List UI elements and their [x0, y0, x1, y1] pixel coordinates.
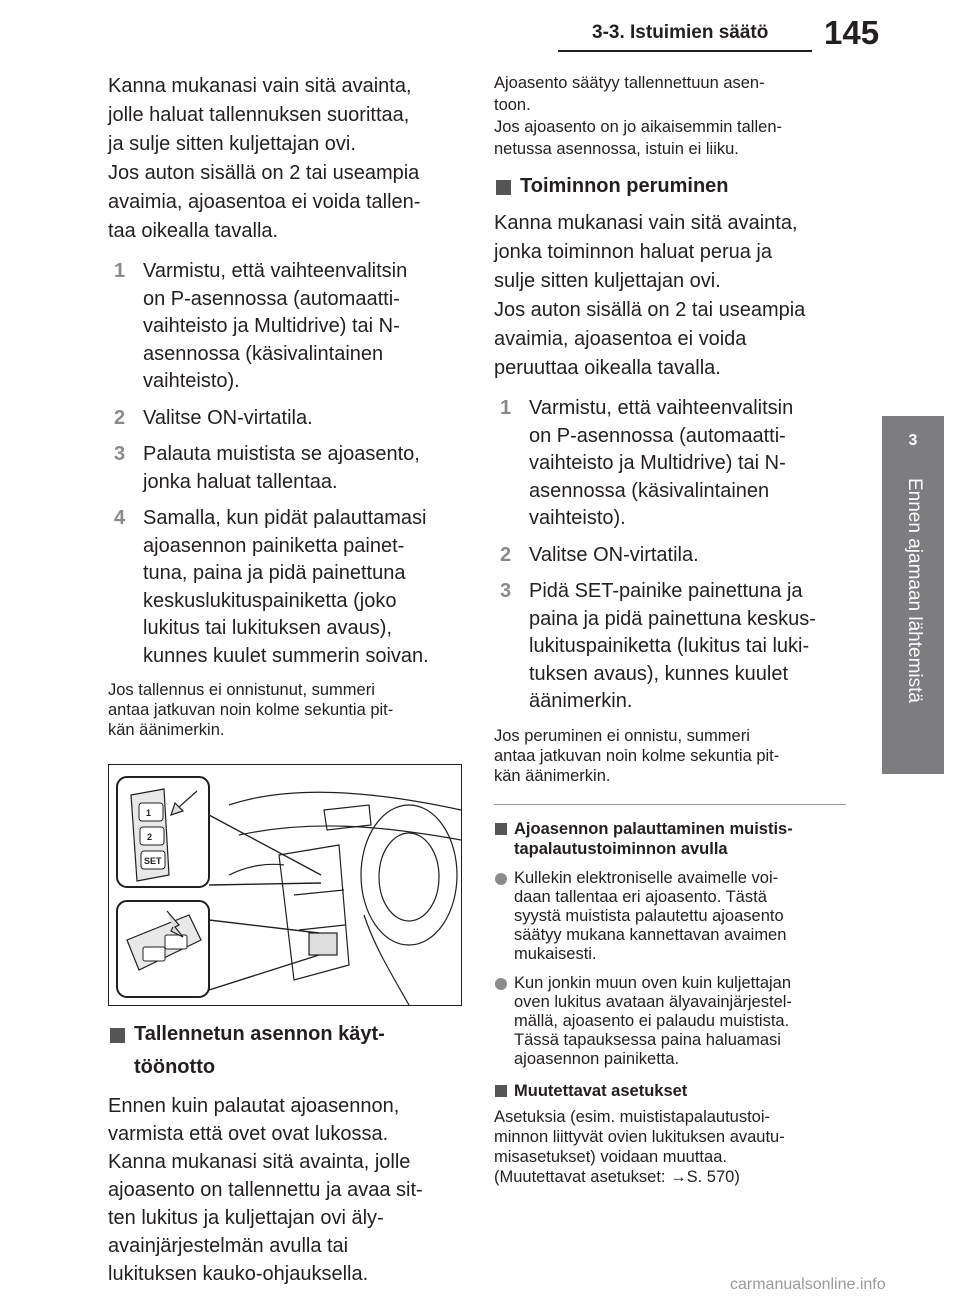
step-line: ajoasennon painiketta painet- [143, 534, 405, 557]
right-column [494, 72, 846, 1187]
heading-line: töönotto [134, 1056, 216, 1078]
text-line [494, 1167, 846, 1187]
bullet-line: syystä muistista palautettu ajoasento [514, 906, 784, 925]
top-note [494, 72, 846, 160]
section-title: 3-3. Istuimien säätö [592, 22, 769, 43]
step-line: Valitse ON-virtatila. [529, 543, 699, 566]
step-2 [108, 405, 468, 433]
step-line: paina ja pidä painettuna keskus- [529, 607, 816, 630]
step-line: asennossa (käsivalintainen [143, 342, 384, 365]
text-line: ten lukitus ja kuljettajan ovi äly- [108, 1207, 384, 1229]
note-line: kän äänimerkin. [108, 721, 225, 739]
step-line: tuna, paina ja pidä painettuna [143, 562, 406, 584]
lock-switch-inset [117, 901, 209, 997]
bullet-line: Kullekin elektroniselle avaimelle voi- [514, 868, 779, 887]
step-line: vaihteisto ja Multidrive) tai N- [143, 315, 400, 337]
step-3 [494, 578, 846, 716]
bullet-line: Kun jonkin muun oven kuin kuljettajan [514, 973, 792, 992]
heading-line: Tallennetun asennon käyt- [134, 1023, 385, 1045]
chapter-side-tab [882, 416, 944, 774]
text-line: minnon liittyvät ovien lukituksen avautu- [494, 1127, 785, 1146]
left-column [108, 72, 468, 1288]
reference-arrow-icon: → [670, 1167, 687, 1186]
step-line: Palauta muistista se ajoasento, [143, 443, 420, 465]
step-line: vaihteisto). [143, 370, 240, 392]
note-line: Jos tallennus ei onnistunut, summeri [108, 681, 375, 699]
text-line: peruuttaa oikealla tavalla. [494, 357, 721, 379]
note-line: kän äänimerkin. [494, 766, 611, 785]
bullet-line: mukaisesti. [514, 944, 597, 963]
step-line: lukituspainiketta (lukitus tai luki- [529, 635, 810, 657]
text-line: avaimia, ajoasentoa ei voida tallen- [108, 191, 421, 213]
step-line: vaihteisto). [529, 507, 626, 529]
bullet-line: ajoasennon painiketta. [514, 1049, 680, 1068]
door-panel-illustration [108, 764, 462, 1006]
step-1 [108, 258, 468, 396]
subheading-line: tapalautustoiminnon avulla [514, 839, 728, 858]
text-line: Jos auton sisällä on 2 tai useampia [494, 299, 806, 321]
text-line: lukituksen kauko-ohjauksella. [108, 1263, 369, 1285]
step-line: Valitse ON-virtatila. [143, 406, 313, 429]
text-line: avaimia, ajoasentoa ei voida [494, 328, 747, 350]
bullet-line: oven lukitus avataan älyavainjärjestel- [514, 992, 792, 1011]
subheading-line: Muutettavat asetukset [514, 1081, 688, 1100]
page-reference-link[interactable]: S. 570) [686, 1167, 740, 1186]
button-1-label: 1 [146, 808, 152, 818]
text-line: Jos auton sisällä on 2 tai useampia [108, 162, 420, 184]
watermark: carmanualsonline.info [730, 1276, 886, 1293]
step-number: 2 [114, 406, 126, 429]
step-line: asennossa (käsivalintainen [529, 479, 770, 502]
page-number: 145 [824, 14, 880, 51]
step-line: vaihteisto ja Multidrive) tai N- [529, 452, 786, 474]
note-line: Jos peruminen ei onnistu, summeri [494, 726, 750, 745]
divider [494, 804, 846, 805]
step-1 [494, 395, 846, 533]
button-2-label: 2 [147, 832, 153, 842]
header-rule [558, 50, 812, 52]
intro-paragraph [494, 209, 846, 383]
text-line: misasetukset) voidaan muuttaa. [494, 1147, 727, 1166]
memory-buttons-inset [117, 777, 209, 887]
step-number: 1 [114, 260, 126, 282]
text-line: ajoasento on tallennettu ja avaa sit- [108, 1179, 423, 1201]
heading-line: Toiminnon peruminen [520, 175, 729, 197]
step-line: tuksen avaus), kunnes kuulet [529, 662, 789, 685]
step-number: 4 [114, 507, 126, 529]
text-line: Kanna mukanasi vain sitä avainta, [494, 212, 798, 234]
step-line: äänimerkin. [529, 690, 633, 712]
note-line: antaa jatkuvan noin kolme sekuntia pit- [108, 701, 394, 719]
step-line: Samalla, kun pidät palauttamasi [143, 507, 427, 529]
bullet-line: daan tallentaa eri ajoasento. Tästä [514, 887, 767, 906]
subheading-line: Ajoasennon palauttaminen muistis- [514, 819, 793, 838]
step-number: 3 [114, 443, 126, 465]
step-number: 3 [500, 580, 512, 602]
text-line: ja sulje sitten kuljettajan ovi. [108, 133, 356, 155]
step-number: 2 [500, 543, 512, 566]
step-line: on P-asennossa (automaatti- [529, 424, 786, 447]
note-line: Jos ajoasento on jo aikaisemmin tallen- [494, 118, 782, 136]
step-line: Pidä SET-painike painettuna ja [529, 580, 803, 602]
body-paragraph [108, 1092, 468, 1288]
step-3 [108, 441, 468, 496]
text-line: Asetuksia (esim. muististapalautustoi- [494, 1107, 771, 1126]
chapter-number: 3 [908, 432, 918, 449]
note-line: antaa jatkuvan noin kolme sekuntia pit- [494, 746, 780, 765]
step-4 [108, 505, 468, 670]
section-heading [108, 1020, 468, 1082]
step-line: kunnes kuulet summerin soivan. [143, 644, 429, 667]
step-2 [494, 542, 846, 570]
note-line: netussa asennossa, istuin ei liiku. [494, 140, 739, 158]
bullet-line: säätyy mukana kannettavan avaimen [514, 925, 787, 944]
text-fragment: (Muutettavat asetukset: [494, 1167, 666, 1186]
step-number: 1 [500, 397, 512, 419]
text-line: jonka toiminnon haluat perua ja [494, 241, 772, 263]
bullet-item [494, 974, 846, 1069]
bullet-item [494, 869, 846, 964]
text-line: taa oikealla tavalla. [108, 220, 279, 242]
note [108, 680, 468, 740]
note-line: Ajoasento säätyy tallennettuun asen- [494, 74, 765, 92]
step-line: jonka haluat tallentaa. [143, 470, 338, 493]
note [494, 726, 846, 786]
step-line: Varmistu, että vaihteenvalitsin [529, 397, 794, 419]
chapter-title: Ennen ajamaan lähtemistä [904, 478, 925, 703]
text-line: sulje sitten kuljettajan ovi. [494, 270, 721, 292]
text-line: Kanna mukanasi vain sitä avainta, [108, 75, 412, 97]
text-line: Kanna mukanasi sitä avainta, jolle [108, 1151, 411, 1173]
button-set-label: SET [144, 856, 162, 866]
note-line: toon. [494, 96, 531, 114]
text-line: Ennen kuin palautat ajoasennon, [108, 1095, 400, 1117]
text-line: avainjärjestelmän avulla tai [108, 1235, 349, 1257]
illustration-svg [109, 765, 461, 1005]
step-line: keskuslukituspainiketta (joko [143, 589, 397, 612]
text-line: jolle haluat tallennuksen suorittaa, [108, 104, 410, 126]
text-line: varmista että ovet ovat lukossa. [108, 1123, 389, 1145]
bullet-line: mällä, ajoasento ei palaudu muistista. [514, 1011, 790, 1030]
subheading [494, 819, 846, 859]
step-line: Varmistu, että vaihteenvalitsin [143, 260, 408, 282]
step-line: on P-asennossa (automaatti- [143, 287, 400, 310]
section-heading [494, 172, 846, 201]
bullet-line: Tässä tapauksessa paina haluamasi [514, 1030, 781, 1049]
step-line: lukitus tai lukituksen avaus), [143, 617, 393, 639]
intro-paragraph [108, 72, 468, 246]
subheading [494, 1081, 846, 1101]
settings-paragraph [494, 1107, 846, 1187]
